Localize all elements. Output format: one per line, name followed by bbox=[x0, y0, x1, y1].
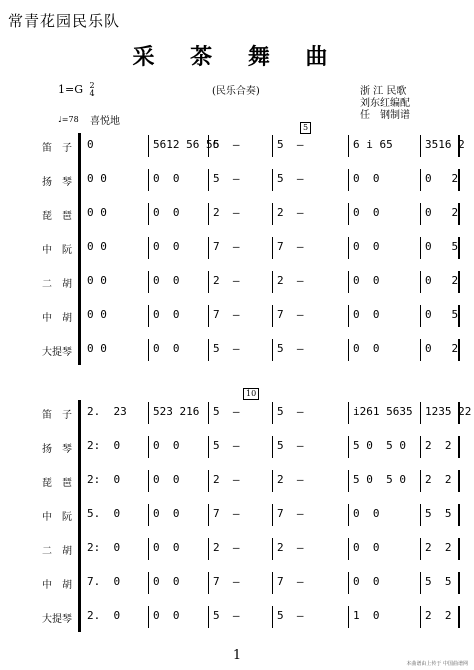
barline bbox=[458, 572, 460, 594]
barline bbox=[458, 203, 460, 225]
measure-notes: 0 0 bbox=[153, 609, 180, 622]
barline bbox=[272, 538, 273, 560]
barline bbox=[420, 169, 421, 191]
footer-watermark: 本曲谱由上传于 中国曲谱网 bbox=[406, 661, 468, 667]
measure-notes: 0 0 bbox=[353, 342, 380, 355]
measure-notes: 5 – bbox=[277, 405, 304, 418]
instrument-label: 笛 子 bbox=[42, 410, 72, 421]
measure-notes: 7 – bbox=[277, 308, 304, 321]
measure-notes: 0 0 bbox=[353, 274, 380, 287]
measure-notes: 0 0 bbox=[153, 274, 180, 287]
measure-notes: 5 – bbox=[277, 172, 304, 185]
instrument-label: 大提琴 bbox=[42, 614, 72, 625]
barline bbox=[272, 305, 273, 327]
measure-notes: 2 2 bbox=[425, 473, 452, 486]
measure-notes: 5 – bbox=[213, 138, 240, 151]
measure-notes: 2 – bbox=[277, 541, 304, 554]
measure-notes: 0 0 bbox=[153, 172, 180, 185]
measure-notes: 0 2 bbox=[425, 206, 459, 219]
measure-notes: 5 0 5 0 bbox=[353, 473, 406, 486]
measure-notes: 6 i 65 bbox=[353, 138, 393, 151]
measure-notes: 2 – bbox=[213, 206, 240, 219]
measure-notes: 0 0 bbox=[353, 507, 380, 520]
barline bbox=[148, 470, 149, 492]
tempo-marking: ♩=78 bbox=[58, 115, 79, 124]
measure-notes: 0 0 bbox=[153, 240, 180, 253]
barline bbox=[458, 504, 460, 526]
barline bbox=[348, 538, 349, 560]
barline bbox=[148, 504, 149, 526]
page-number: 1 bbox=[232, 648, 242, 663]
barline bbox=[348, 339, 349, 361]
barline bbox=[272, 470, 273, 492]
system-bracket bbox=[78, 400, 81, 632]
barline bbox=[148, 606, 149, 628]
page-title: 采 茶 舞 曲 bbox=[132, 44, 342, 70]
measure-notes: 2. 23 bbox=[87, 405, 127, 418]
barline bbox=[420, 237, 421, 259]
instrument-label: 中 胡 bbox=[42, 313, 72, 324]
barline bbox=[148, 237, 149, 259]
barline bbox=[348, 169, 349, 191]
measure-notes: 2 2 bbox=[425, 609, 452, 622]
measure-notes: 0 0 bbox=[87, 308, 107, 321]
barline bbox=[420, 305, 421, 327]
barline bbox=[272, 339, 273, 361]
measure-notes: 7 – bbox=[213, 308, 240, 321]
credit-origin: 浙 江 民歌 bbox=[360, 86, 407, 97]
performance-type: (民乐合奏) bbox=[212, 86, 260, 97]
measure-notes: 2 – bbox=[213, 541, 240, 554]
barline bbox=[272, 169, 273, 191]
measure-notes: 5 – bbox=[213, 172, 240, 185]
measure-notes: 7 – bbox=[277, 240, 304, 253]
barline bbox=[208, 572, 209, 594]
measure-notes: 2 – bbox=[213, 473, 240, 486]
barline bbox=[272, 402, 273, 424]
instrument-label: 琵 琶 bbox=[42, 211, 72, 222]
instrument-label: 笛 子 bbox=[42, 143, 72, 154]
measure-notes: 0 0 bbox=[353, 206, 380, 219]
key-label: 1=G bbox=[58, 83, 84, 96]
time-top: 2 bbox=[89, 81, 95, 90]
measure-notes: 0 0 bbox=[153, 507, 180, 520]
measure-notes: 2: 0 bbox=[87, 541, 121, 554]
measure-notes: 2 – bbox=[277, 206, 304, 219]
barline bbox=[272, 572, 273, 594]
barline bbox=[348, 402, 349, 424]
measure-notes: 0 0 bbox=[153, 473, 180, 486]
barline bbox=[208, 470, 209, 492]
mood-marking: 喜悦地 bbox=[90, 116, 120, 127]
measure-notes: 0 0 bbox=[353, 575, 380, 588]
measure-notes: 0 2 bbox=[425, 342, 459, 355]
measure-notes: 2 2 bbox=[425, 439, 452, 452]
measure-notes: i261 5635 bbox=[353, 405, 413, 418]
measure-notes: 0 0 bbox=[87, 172, 107, 185]
barline bbox=[208, 402, 209, 424]
instrument-label: 中 阮 bbox=[42, 512, 72, 523]
barline bbox=[458, 470, 460, 492]
barline bbox=[420, 135, 421, 157]
measure-notes: 0 5 bbox=[425, 308, 459, 321]
barline bbox=[148, 572, 149, 594]
instrument-label: 琵 琶 bbox=[42, 478, 72, 489]
barline bbox=[458, 339, 460, 361]
measure-notes: 5612 56 56 bbox=[153, 138, 220, 151]
barline bbox=[208, 237, 209, 259]
barline bbox=[208, 305, 209, 327]
credit-arranger: 刘东红编配 bbox=[360, 98, 410, 109]
barline bbox=[148, 203, 149, 225]
system-bracket bbox=[78, 133, 81, 365]
barline bbox=[348, 436, 349, 458]
barline bbox=[272, 271, 273, 293]
barline bbox=[208, 436, 209, 458]
barline bbox=[458, 305, 460, 327]
measure-number: 5 bbox=[300, 122, 311, 134]
measure-notes: 0 0 bbox=[87, 240, 107, 253]
barline bbox=[148, 135, 149, 157]
barline bbox=[348, 470, 349, 492]
measure-notes: 0 bbox=[87, 138, 94, 151]
barline bbox=[458, 237, 460, 259]
barline bbox=[420, 436, 421, 458]
measure-notes: 0 0 bbox=[153, 308, 180, 321]
measure-notes: 5 – bbox=[213, 405, 240, 418]
measure-notes: 0 0 bbox=[153, 541, 180, 554]
measure-notes: 7 – bbox=[213, 507, 240, 520]
barline bbox=[148, 402, 149, 424]
barline bbox=[272, 203, 273, 225]
measure-notes: 0 0 bbox=[153, 439, 180, 452]
barline bbox=[420, 402, 421, 424]
barline bbox=[348, 504, 349, 526]
measure-notes: 5 – bbox=[213, 439, 240, 452]
measure-notes: 0 0 bbox=[353, 541, 380, 554]
measure-notes: 0 0 bbox=[87, 274, 107, 287]
measure-notes: 2: 0 bbox=[87, 473, 121, 486]
barline bbox=[420, 339, 421, 361]
barline bbox=[208, 203, 209, 225]
barline bbox=[208, 538, 209, 560]
barline bbox=[208, 339, 209, 361]
measure-notes: 5 5 bbox=[425, 575, 452, 588]
measure-notes: 2: 0 bbox=[87, 439, 121, 452]
measure-notes: 2 – bbox=[277, 274, 304, 287]
measure-notes: 1 0 bbox=[353, 609, 380, 622]
measure-notes: 5 – bbox=[277, 609, 304, 622]
measure-notes: 0 2 bbox=[425, 274, 459, 287]
barline bbox=[148, 538, 149, 560]
instrument-label: 中 阮 bbox=[42, 245, 72, 256]
barline bbox=[458, 606, 460, 628]
measure-notes: 523 216 bbox=[153, 405, 200, 418]
barline bbox=[348, 135, 349, 157]
measure-notes: 0 0 bbox=[153, 206, 180, 219]
barline bbox=[348, 305, 349, 327]
measure-notes: 2 – bbox=[213, 274, 240, 287]
measure-notes: 5 – bbox=[277, 439, 304, 452]
measure-notes: 0 5 bbox=[425, 240, 459, 253]
measure-notes: 5 0 5 0 bbox=[353, 439, 406, 452]
barline bbox=[272, 504, 273, 526]
barline bbox=[272, 237, 273, 259]
barline bbox=[458, 169, 460, 191]
measure-notes: 5 – bbox=[277, 342, 304, 355]
barline bbox=[272, 606, 273, 628]
barline bbox=[348, 606, 349, 628]
barline bbox=[208, 169, 209, 191]
measure-notes: 0 2 bbox=[425, 172, 459, 185]
time-bottom: 4 bbox=[89, 89, 95, 98]
time-signature bbox=[90, 82, 95, 98]
credit-transcriber: 任 钢制谱 bbox=[360, 110, 410, 121]
barline bbox=[458, 271, 460, 293]
barline bbox=[420, 572, 421, 594]
barline bbox=[458, 436, 460, 458]
barline bbox=[208, 271, 209, 293]
barline bbox=[272, 135, 273, 157]
barline bbox=[458, 538, 460, 560]
measure-notes: 7 – bbox=[277, 575, 304, 588]
barline bbox=[348, 271, 349, 293]
instrument-label: 扬 琴 bbox=[42, 177, 72, 188]
measure-notes: 7 – bbox=[213, 575, 240, 588]
barline bbox=[348, 203, 349, 225]
measure-notes: 0 0 bbox=[353, 172, 380, 185]
measure-notes: 0 0 bbox=[87, 342, 107, 355]
measure-notes: 0 0 bbox=[87, 206, 107, 219]
measure-notes: 7 – bbox=[277, 507, 304, 520]
barline bbox=[208, 504, 209, 526]
barline bbox=[420, 504, 421, 526]
measure-notes: 0 0 bbox=[153, 342, 180, 355]
measure-notes: 5 – bbox=[213, 609, 240, 622]
instrument-label: 大提琴 bbox=[42, 347, 72, 358]
measure-notes: 5 – bbox=[277, 138, 304, 151]
measure-notes: 3516 2 bbox=[425, 138, 465, 151]
measure-notes: 0 0 bbox=[353, 308, 380, 321]
barline bbox=[420, 271, 421, 293]
barline bbox=[348, 237, 349, 259]
instrument-label: 中 胡 bbox=[42, 580, 72, 591]
barline bbox=[272, 436, 273, 458]
barline bbox=[420, 470, 421, 492]
measure-notes: 7 – bbox=[213, 240, 240, 253]
barline bbox=[148, 271, 149, 293]
measure-notes: 0 0 bbox=[353, 240, 380, 253]
key-signature bbox=[58, 82, 95, 98]
instrument-label: 二 胡 bbox=[42, 546, 72, 557]
barline bbox=[348, 572, 349, 594]
measure-notes: 5 – bbox=[213, 342, 240, 355]
measure-notes: 2 2 bbox=[425, 541, 452, 554]
barline bbox=[420, 606, 421, 628]
barline bbox=[420, 203, 421, 225]
measure-notes: 2. 0 bbox=[87, 609, 121, 622]
measure-notes: 5. 0 bbox=[87, 507, 121, 520]
instrument-label: 扬 琴 bbox=[42, 444, 72, 455]
measure-notes: 5 5 bbox=[425, 507, 452, 520]
measure-notes: 2 – bbox=[277, 473, 304, 486]
barline bbox=[148, 305, 149, 327]
measure-notes: 0 0 bbox=[153, 575, 180, 588]
ensemble-name: 常青花园民乐队 bbox=[8, 12, 121, 30]
instrument-label: 二 胡 bbox=[42, 279, 72, 290]
barline bbox=[148, 436, 149, 458]
barline bbox=[148, 169, 149, 191]
measure-notes: 1235 22 bbox=[425, 405, 472, 418]
barline bbox=[148, 339, 149, 361]
barline bbox=[420, 538, 421, 560]
barline bbox=[208, 606, 209, 628]
measure-number: 10 bbox=[243, 388, 259, 400]
measure-notes: 7. 0 bbox=[87, 575, 121, 588]
